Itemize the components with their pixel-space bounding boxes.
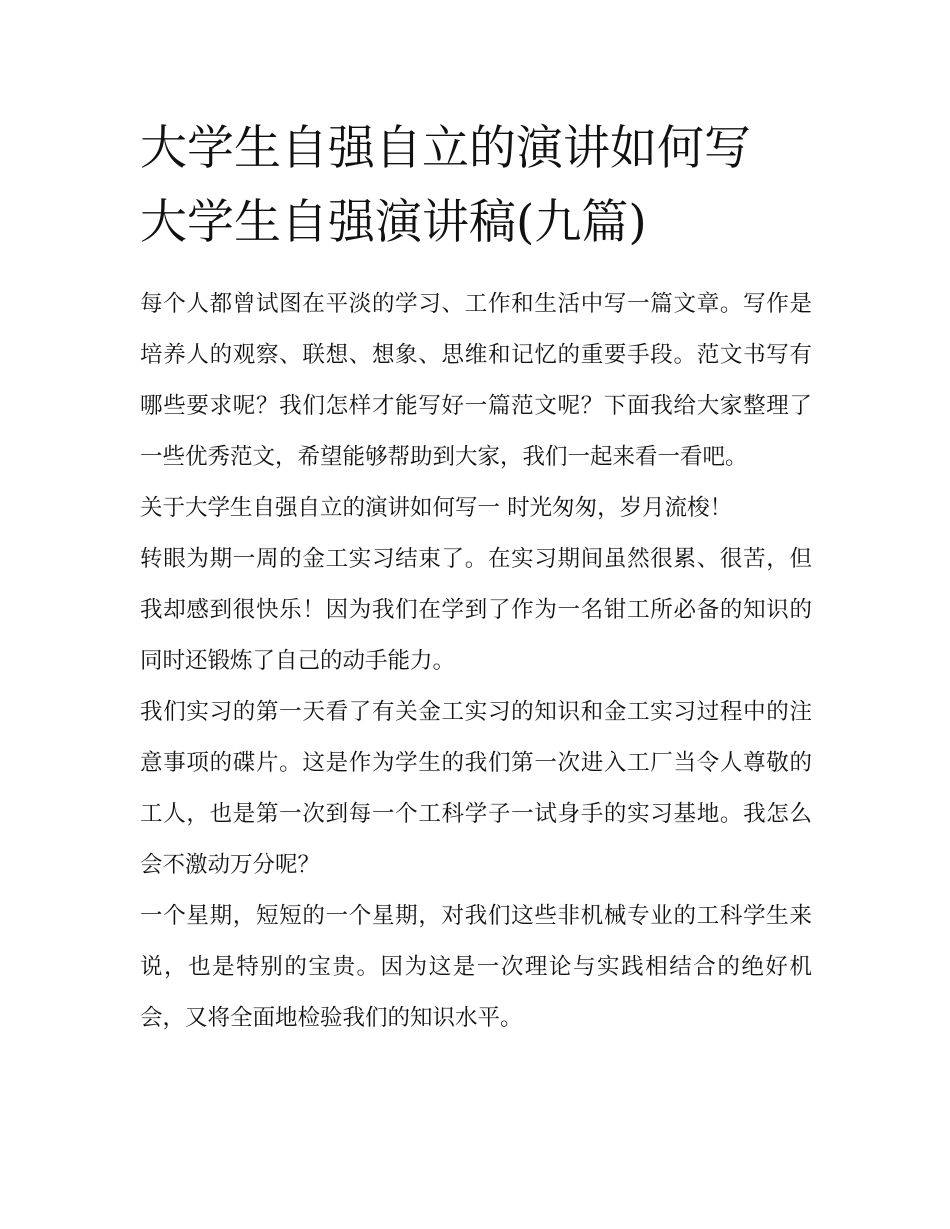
title-line-1: 大学生自强自立的演讲如何写 — [140, 121, 751, 176]
body-paragraph: 一个星期，短短的一个星期，对我们这些非机械专业的工科学生来说，也是特别的宝贵。因为这是一次理论与实践相结合的绝好机会，又将全面地检验我们的知识水平。 — [140, 903, 812, 1031]
title-line-2: 大学生自强演讲稿(九篇) — [140, 195, 647, 250]
intro-paragraph: 每个人都曾试图在平淡的学习、工作和生活中写一篇文章。写作是培养人的观察、联想、想象、思维和记忆的重要手段。范文书写有哪些要求呢？我们怎样才能写好一篇范文呢？下面我给大家整理了一些优秀范文，希望能够帮助到大家，我们一起来看一看吧。 — [140, 291, 812, 470]
section-heading-paragraph: 关于大学生自强自立的演讲如何写一 时光匆匆，岁月流梭！ — [140, 495, 733, 521]
document-body — [140, 279, 812, 1044]
document-title — [140, 112, 830, 260]
body-paragraph: 我们实习的第一天看了有关金工实习的知识和金工实习过程中的注意事项的碟片。这是作为学生的我们第一次进入工厂当令人尊敬的工人，也是第一次到每一个工科学子一试身手的实习基地。我怎么会不激动万分呢？ — [140, 699, 812, 878]
body-paragraph: 转眼为期一周的金工实习结束了。在实习期间虽然很累、很苦，但我却感到很快乐！因为我们在学到了作为一名钳工所必备的知识的同时还锻炼了自己的动手能力。 — [140, 546, 812, 674]
